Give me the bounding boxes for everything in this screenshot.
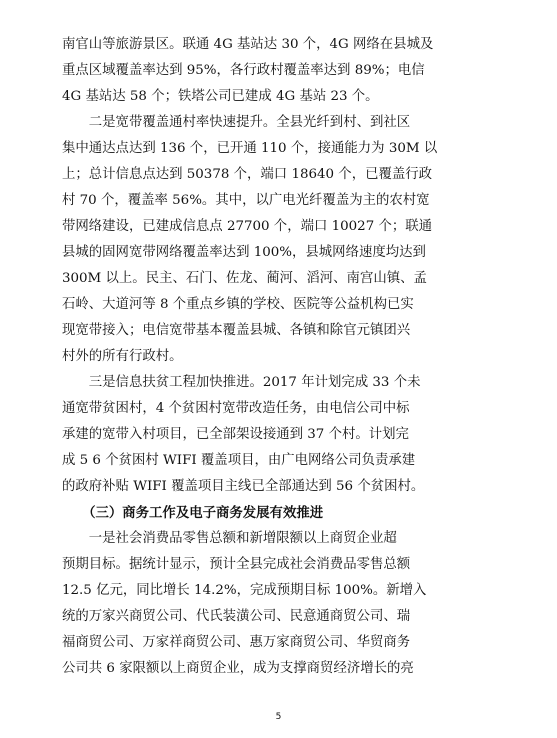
text-line: 村外的所有行政村。 [62,349,183,364]
text-line: 县城的固网宽带网络覆盖率达到 100%，县城网络速度均达到 [62,245,426,260]
text-line: 成 5 6 个贫困村 WIFI 覆盖项目，由广电网络公司负责承建 [62,453,416,468]
text-line: 300M 以上。民主、石门、佐龙、蔺河、滔河、南宫山镇、孟 [62,271,427,286]
text-line: 二是宽带覆盖通村率快速提升。全县光纤到村、到社区 [62,115,411,130]
text-line: 集中通达点达到 136 个，已开通 110 个，接通能力为 30M 以 [62,141,438,156]
text-line: 12.5 亿元，同比增长 14.2%，完成预期目标 100%。新增入 [62,583,427,598]
text-line: 4G 基站达 58 个；铁塔公司已建成 4G 基站 23 个。 [62,89,379,104]
text-line: 现宽带接入；电信宽带基本覆盖县城、各镇和除官元镇团兴 [62,323,411,338]
text-line: 石岭、大道河等 8 个重点乡镇的学校、医院等公益机构已实 [62,297,414,312]
text-line: 三是信息扶贫工程加快推进。2017 年计划完成 33 个未 [62,375,421,390]
section-heading: （三）商务工作及电子商务发展有效推进 [62,505,324,521]
text-line: 通宽带贫困村，4 个贫困村宽带改造任务，由电信公司中标 [62,401,410,416]
text-line: 上；总计信息点达到 50378 个，端口 18640 个，已覆盖行政 [62,167,433,182]
text-line: 承建的宽带入村项目，已全部架设接通到 37 个村。计划完 [62,427,409,442]
text-line: 重点区域覆盖率达到 95%，各行政村覆盖率达到 89%；电信 [62,63,425,78]
text-line: 预期目标。据统计显示，预计全县完成社会消费品零售总额 [62,557,411,572]
text-line: 村 70 个，覆盖率 56%。其中，以广电光纤覆盖为主的农村宽 [62,193,430,208]
text-line: 带网络建设，已建成信息点 27700 个，端口 10027 个；联通 [62,219,433,234]
text-line: 南官山等旅游景区。联通 4G 基站达 30 个，4G 网络在县城及 [62,37,434,52]
text-line: 福商贸公司、万家祥商贸公司、惠万家商贸公司、华贸商务 [62,635,411,650]
text-line: 统的万家兴商贸公司、代氏装潢公司、民意通商贸公司、瑞 [62,609,411,624]
text-line: 的政府补贴 WIFI 覆盖项目主线已全部通达到 56 个贫困村。 [62,479,425,494]
text-line: 一是社会消费品零售总额和新增限额以上商贸企业超 [62,531,397,546]
text-line: 公司共 6 家限额以上商贸企业，成为支撑商贸经济增长的亮 [62,661,414,676]
page-number: 5 [275,712,282,722]
